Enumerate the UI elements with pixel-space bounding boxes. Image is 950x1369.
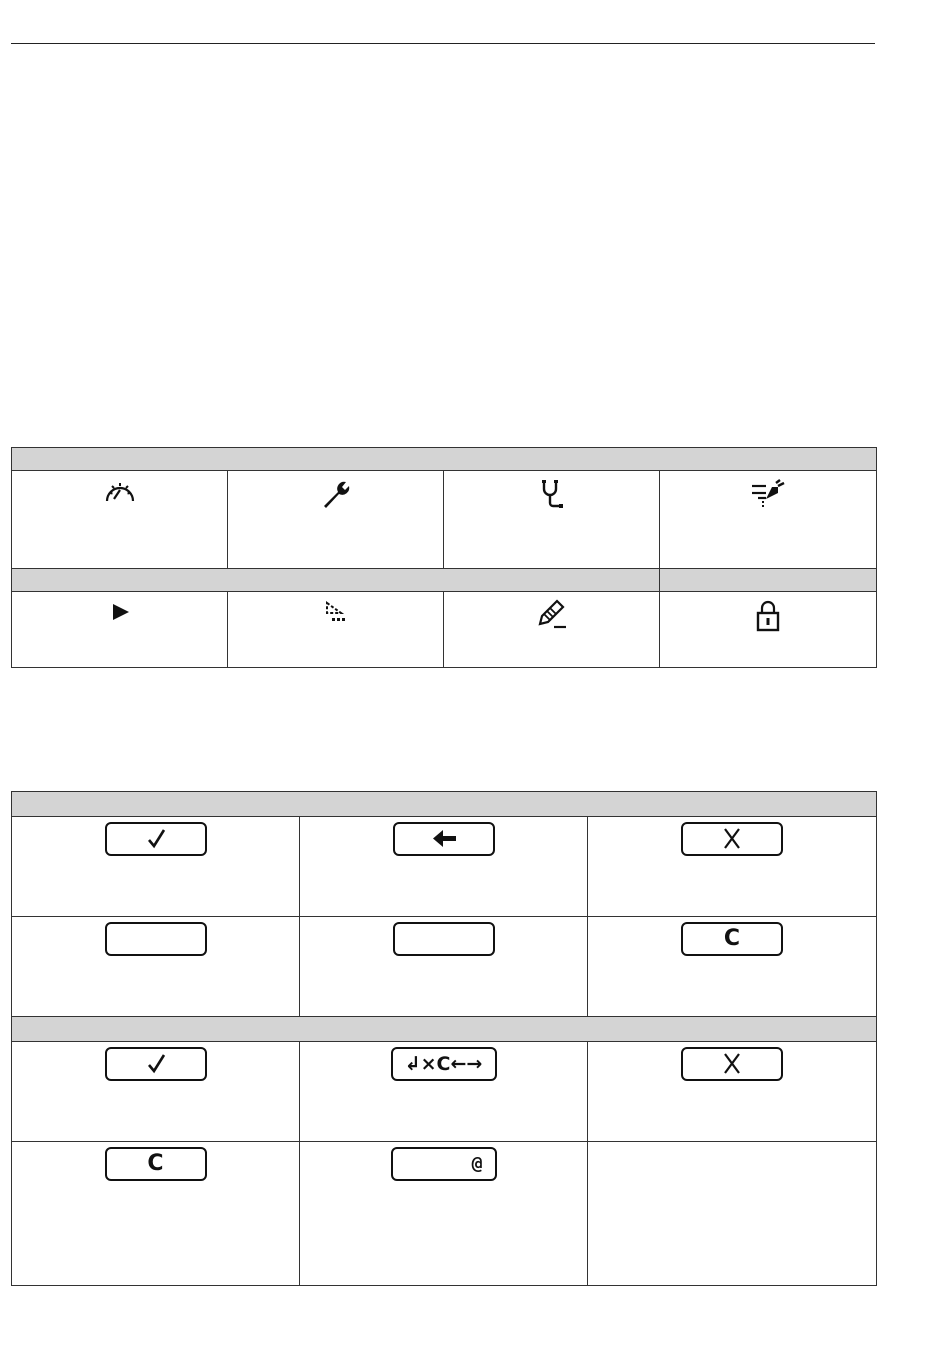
table-cell: [660, 592, 877, 668]
table-cell: [444, 592, 660, 668]
table-cell: [12, 1142, 300, 1286]
cancel-x-key-icon: [681, 1047, 783, 1081]
table-cell: [12, 917, 300, 1017]
table-cell: [12, 817, 300, 917]
pencil-edit-icon: [532, 598, 572, 630]
clear-key-label: C: [147, 1151, 164, 1176]
table-cell: [300, 817, 588, 917]
table-cell: [444, 471, 660, 569]
table-cell: [588, 1142, 877, 1286]
edit-functions-label: ↲×C←→: [404, 1053, 483, 1075]
stethoscope-icon: [535, 477, 569, 513]
table-cell: [588, 917, 877, 1017]
check-key-icon: [105, 822, 207, 856]
table-cell: [228, 471, 444, 569]
clear-key-label: C: [723, 926, 741, 951]
table-cell: [300, 917, 588, 1017]
table-header-bar: [12, 448, 877, 471]
padlock-icon: [751, 598, 785, 634]
table-header-bar: [12, 1017, 877, 1042]
table-cell: [588, 1042, 877, 1142]
clear-c-key-icon: [681, 922, 783, 956]
at-key-label: @: [471, 1153, 483, 1174]
table-header-bar: [12, 569, 660, 592]
blank-key-icon: [393, 922, 495, 956]
back-arrow-key-icon: [393, 822, 495, 856]
table-header-bar: [660, 569, 877, 592]
table-cell: [12, 1042, 300, 1142]
dotted-triangle-icon: [319, 598, 353, 626]
table-header-bar: [12, 792, 877, 817]
header-rule: [11, 43, 875, 44]
play-triangle-icon: [103, 598, 137, 626]
table-cell: [588, 817, 877, 917]
clear-c-key-icon: [105, 1147, 207, 1181]
table-cell: [300, 1142, 588, 1286]
gauge-icon: [103, 477, 137, 507]
table-cell: [660, 471, 877, 569]
cancel-x-key-icon: [681, 822, 783, 856]
table-cell: [300, 1042, 588, 1142]
plug-icon: [748, 477, 788, 513]
wrench-icon: [319, 477, 353, 511]
table-cell: [228, 592, 444, 668]
menu-symbols-table: [11, 447, 877, 668]
at-key-icon: [391, 1147, 497, 1181]
edit-functions-key-icon: [391, 1047, 497, 1081]
check-key-icon: [105, 1047, 207, 1081]
blank-key-icon: [105, 922, 207, 956]
table-cell: [12, 592, 228, 668]
table-cell: [12, 471, 228, 569]
softkey-symbols-table: [11, 791, 877, 1286]
